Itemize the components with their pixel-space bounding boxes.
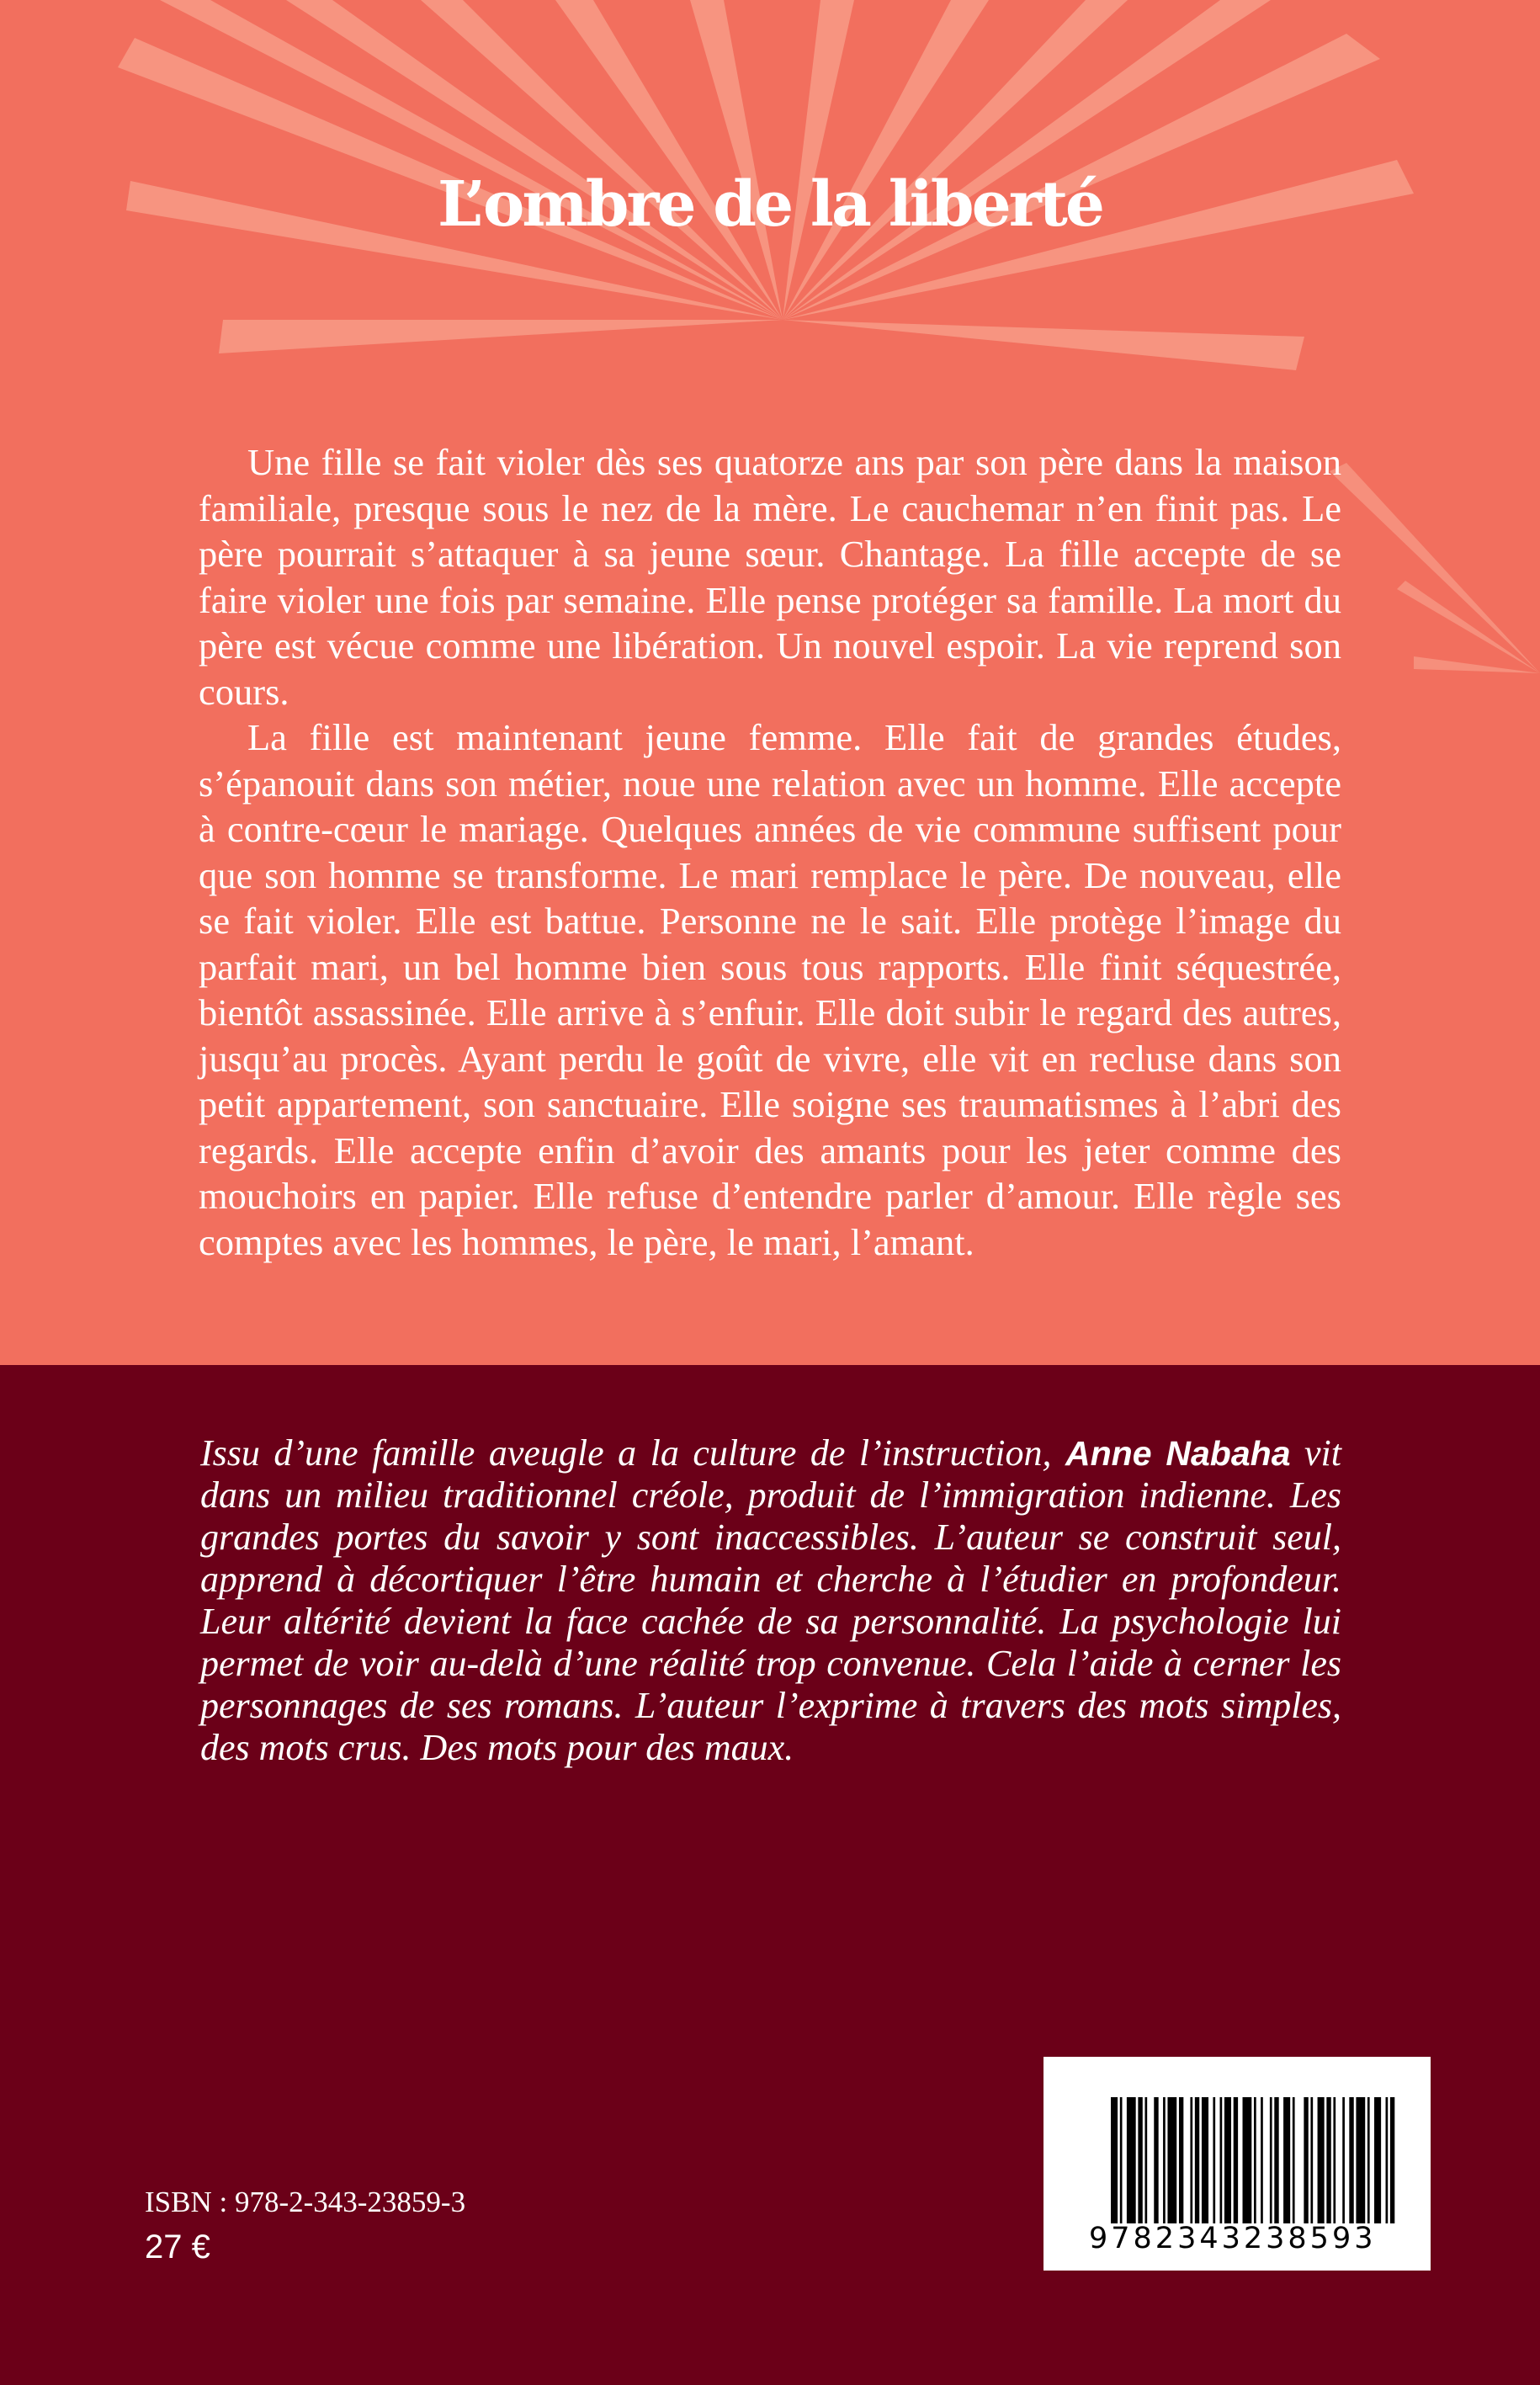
- barcode-bar: [1304, 2097, 1308, 2223]
- barcode-bar: [1261, 2097, 1263, 2223]
- barcode-bar: [1243, 2097, 1252, 2223]
- barcode-bar: [1326, 2097, 1330, 2223]
- barcode-bar: [1234, 2097, 1238, 2223]
- barcode-bar: [1386, 2097, 1389, 2223]
- barcode-bar: [1144, 2097, 1147, 2223]
- barcode-bar: [1195, 2097, 1199, 2223]
- barcode-bar: [1120, 2097, 1123, 2223]
- barcode-bar: [1167, 2097, 1176, 2223]
- isbn-label: ISBN : 978-2-343-23859-3: [145, 2186, 466, 2218]
- price-label: 27 €: [145, 2228, 210, 2265]
- author-bio-intro: Issu d’une famille aveugle a la culture de l’instruction,: [200, 1432, 1065, 1474]
- barcode-bar: [1179, 2097, 1183, 2223]
- barcode-bar: [1154, 2097, 1158, 2223]
- book-title: L’ombre de la liberté: [438, 168, 1102, 241]
- barcode-bar: [1318, 2097, 1325, 2223]
- palm-frond-right: [1330, 463, 1540, 673]
- barcode-bar: [1220, 2097, 1223, 2223]
- barcode-bar: [1270, 2097, 1272, 2223]
- author-name: Anne Nabaha: [1065, 1434, 1291, 1473]
- barcode-bar: [1190, 2097, 1192, 2223]
- author-bio-body: vit dans un milieu traditionnel créole, produit de l’immigration indienne. Les grandes portes du savoir y sont inaccessibles. L’auteur se construit seul, apprend à décortiquer l’être humain et cherche à l’étudier en profondeur. Leur altérité devient la face cachée de sa personnalité. La psychologie lui permet de voir au-delà d’une réalité trop convenue. Cela l’aide à cerner les personnages de ses romans. L’auteur l’exprime à travers des mots simples, des mots crus. Des mots pour des maux.: [200, 1432, 1342, 1768]
- barcode-box: [1043, 2057, 1431, 2271]
- barcode-bar: [1349, 2097, 1353, 2223]
- author-biography: [200, 1432, 1341, 1769]
- barcode-icon: [1111, 2097, 1397, 2223]
- author-panel: [0, 1365, 1540, 2385]
- barcode-bar: [1333, 2097, 1336, 2223]
- barcode-bar: [1111, 2097, 1118, 2223]
- barcode-bar: [1356, 2097, 1365, 2223]
- barcode-bar: [1374, 2097, 1381, 2223]
- barcode-bar: [1213, 2097, 1215, 2223]
- barcode-bar: [1283, 2097, 1290, 2223]
- synopsis-paragraph-2: La fille est maintenant jeune femme. Elle fait de grandes études, s’épanouit dans son métier, noue une relation avec un homme. Elle accepte à contre-cœur le mariage. Quelques années de vie commune suffisent pour que son homme se transforme. Le mari remplace le père. De nouveau, elle se fait violer. Elle est battue. Personne ne le sait. Elle protège l’image du parfait mari, un bel homme bien sous tous rapports. Elle finit séquestrée, bientôt assassinée. Elle arrive à s’enfuir. Elle doit subir le regard des autres, jusqu’au procès. Ayant perdu le goût de vivre, elle vit en recluse dans son petit appartement, son sanctuaire. Elle soigne ses traumatismes à l’abri des regards. Elle accepte enfin d’avoir des amants pour les jeter comme des mouchoirs en papier. Elle refuse d’entendre parler d’amour. Elle règle ses comptes avec les hommes, le père, le mari, l’amant.: [199, 716, 1341, 1263]
- barcode-bar: [1293, 2097, 1295, 2223]
- barcode-bar: [1390, 2097, 1394, 2223]
- synopsis-text: [199, 439, 1341, 1265]
- barcode-bar: [1274, 2097, 1278, 2223]
- barcode-bar: [1254, 2097, 1256, 2223]
- barcode-bar: [1310, 2097, 1313, 2223]
- barcode-bar: [1127, 2097, 1136, 2223]
- synopsis-paragraph-1: Une fille se fait violer dès ses quatorze ans par son père dans la maison familiale, presque sous le nez de la mère. Le cauchemar n’en finit pas. Le père pourrait s’attaquer à sa jeune sœur. Chantage. La fille accepte de se faire violer une fois par semaine. Elle pense protéger sa famille. La mort du père est vécue comme une libération. Un nouvel espoir. La vie reprend son cours.: [199, 441, 1341, 713]
- barcode-bar: [1342, 2097, 1345, 2223]
- barcode-bar: [1367, 2097, 1370, 2223]
- barcode-bar: [1224, 2097, 1231, 2223]
- barcode-number: 9782343238593: [1089, 2222, 1377, 2255]
- barcode-bar: [1138, 2097, 1142, 2223]
- barcode-bar: [1202, 2097, 1208, 2223]
- barcode-bar: [1163, 2097, 1166, 2223]
